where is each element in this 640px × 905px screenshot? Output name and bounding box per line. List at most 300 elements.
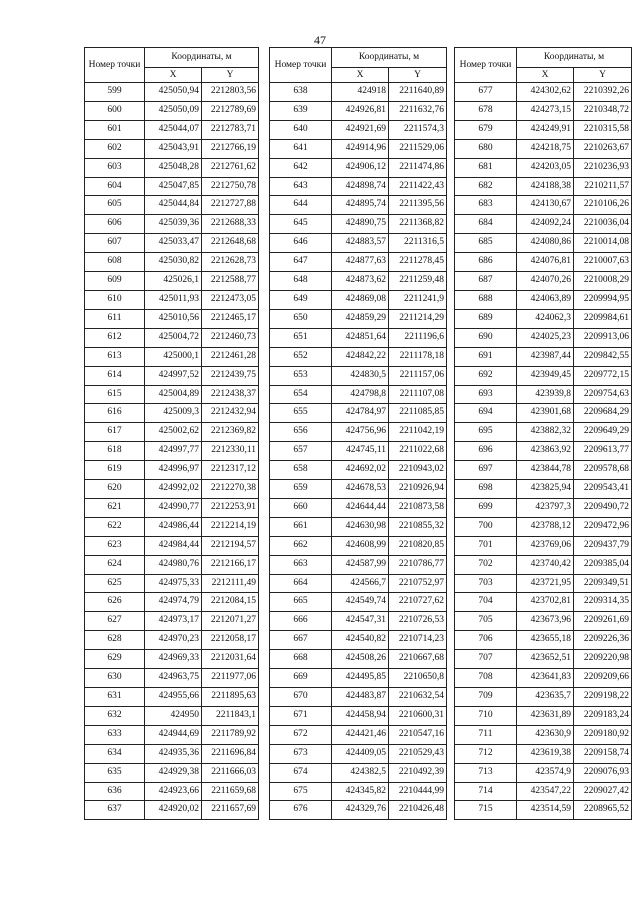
- x-cell: 424070,26: [517, 272, 574, 291]
- y-cell: 2212461,28: [202, 347, 259, 366]
- y-cell: 2212111,49: [202, 574, 259, 593]
- table-row: [455, 480, 632, 499]
- y-cell: 2212648,68: [202, 234, 259, 253]
- x-cell: 425039,36: [145, 215, 202, 234]
- y-cell: 2211632,76: [389, 101, 447, 120]
- x-cell: 424996,97: [145, 461, 202, 480]
- table-row: [455, 763, 632, 782]
- table-row: [455, 83, 632, 102]
- x-cell: 424249,91: [517, 120, 574, 139]
- table-row: [270, 801, 447, 820]
- x-cell: 423574,9: [517, 763, 574, 782]
- x-cell: 424345,82: [332, 782, 389, 801]
- x-cell: 423635,7: [517, 688, 574, 707]
- y-cell: 2210667,68: [389, 650, 447, 669]
- y-cell: 2211214,29: [389, 309, 447, 328]
- table-row: [270, 555, 447, 574]
- y-cell: 2209472,96: [574, 517, 632, 536]
- table-row: [85, 83, 259, 102]
- table-row: [455, 215, 632, 234]
- point-number-cell: 635: [85, 763, 145, 782]
- header-point-number: Номер точки: [85, 48, 145, 83]
- table-row: [85, 442, 259, 461]
- x-cell: 424969,33: [145, 650, 202, 669]
- y-cell: 2209437,79: [574, 536, 632, 555]
- point-number-cell: 674: [270, 763, 332, 782]
- point-number-cell: 706: [455, 631, 517, 650]
- point-number-cell: 666: [270, 612, 332, 631]
- x-cell: 424973,17: [145, 612, 202, 631]
- point-number-cell: 625: [85, 574, 145, 593]
- y-cell: 2212465,17: [202, 309, 259, 328]
- table-row: [85, 744, 259, 763]
- x-cell: 423740,42: [517, 555, 574, 574]
- point-number-cell: 620: [85, 480, 145, 499]
- table-row: [455, 725, 632, 744]
- x-cell: 425004,72: [145, 328, 202, 347]
- x-cell: 423788,12: [517, 517, 574, 536]
- x-cell: 423721,95: [517, 574, 574, 593]
- y-cell: 2211022,68: [389, 442, 447, 461]
- point-number-cell: 611: [85, 309, 145, 328]
- x-cell: 424873,62: [332, 272, 389, 291]
- header-coordinates: Координаты, м: [332, 48, 447, 68]
- x-cell: 424898,74: [332, 177, 389, 196]
- y-cell: 2212688,33: [202, 215, 259, 234]
- point-number-cell: 606: [85, 215, 145, 234]
- point-number-cell: 613: [85, 347, 145, 366]
- table-body: [85, 83, 259, 820]
- coordinates-table: [269, 47, 447, 820]
- x-cell: 424549,74: [332, 593, 389, 612]
- y-cell: 2211178,18: [389, 347, 447, 366]
- header-x: X: [332, 68, 389, 83]
- point-number-cell: 707: [455, 650, 517, 669]
- point-number-cell: 691: [455, 347, 517, 366]
- x-cell: 424409,05: [332, 744, 389, 763]
- y-cell: 2212766,19: [202, 139, 259, 158]
- y-cell: 2211659,68: [202, 782, 259, 801]
- table-row: [270, 423, 447, 442]
- table-row: [455, 688, 632, 707]
- table-row: [455, 706, 632, 725]
- x-cell: 424944,69: [145, 725, 202, 744]
- point-number-cell: 615: [85, 385, 145, 404]
- table-row: [85, 536, 259, 555]
- y-cell: 2212084,15: [202, 593, 259, 612]
- point-number-cell: 709: [455, 688, 517, 707]
- y-cell: 2212783,71: [202, 120, 259, 139]
- point-number-cell: 671: [270, 706, 332, 725]
- x-cell: 424974,79: [145, 593, 202, 612]
- table-row: [270, 574, 447, 593]
- y-cell: 2209772,15: [574, 366, 632, 385]
- table-row: [270, 612, 447, 631]
- point-number-cell: 614: [85, 366, 145, 385]
- x-cell: 424914,96: [332, 139, 389, 158]
- table-row: [85, 801, 259, 820]
- table-row: [455, 744, 632, 763]
- x-cell: 424990,77: [145, 498, 202, 517]
- table-row: [455, 234, 632, 253]
- x-cell: 424997,77: [145, 442, 202, 461]
- y-cell: 2210926,94: [389, 480, 447, 499]
- x-cell: 424921,69: [332, 120, 389, 139]
- y-cell: 2211042,19: [389, 423, 447, 442]
- table-row: [270, 234, 447, 253]
- y-cell: 2211085,85: [389, 404, 447, 423]
- x-cell: 424935,36: [145, 744, 202, 763]
- table-row: [85, 480, 259, 499]
- x-cell: 423901,68: [517, 404, 574, 423]
- y-cell: 2211422,43: [389, 177, 447, 196]
- y-cell: 2212071,27: [202, 612, 259, 631]
- y-cell: 2209842,55: [574, 347, 632, 366]
- x-cell: 423655,18: [517, 631, 574, 650]
- x-cell: 425010,56: [145, 309, 202, 328]
- table-row: [270, 83, 447, 102]
- point-number-cell: 641: [270, 139, 332, 158]
- x-cell: 424025,23: [517, 328, 574, 347]
- y-cell: 2212803,56: [202, 83, 259, 102]
- table-row: [455, 385, 632, 404]
- table-row: [455, 196, 632, 215]
- point-number-cell: 609: [85, 272, 145, 291]
- table-row: [270, 139, 447, 158]
- y-cell: 2211395,56: [389, 196, 447, 215]
- y-cell: 2210632,54: [389, 688, 447, 707]
- y-cell: 2212369,82: [202, 423, 259, 442]
- y-cell: 2210786,77: [389, 555, 447, 574]
- point-number-cell: 708: [455, 669, 517, 688]
- point-number-cell: 667: [270, 631, 332, 650]
- y-cell: 2211789,92: [202, 725, 259, 744]
- x-cell: 424920,02: [145, 801, 202, 820]
- point-number-cell: 599: [85, 83, 145, 102]
- point-number-cell: 602: [85, 139, 145, 158]
- table-row: [85, 612, 259, 631]
- table-row: [85, 669, 259, 688]
- point-number-cell: 705: [455, 612, 517, 631]
- table-row: [270, 706, 447, 725]
- point-number-cell: 623: [85, 536, 145, 555]
- y-cell: 2210014,08: [574, 234, 632, 253]
- point-number-cell: 648: [270, 272, 332, 291]
- x-cell: 423769,06: [517, 536, 574, 555]
- table-row: [270, 669, 447, 688]
- y-cell: 2212460,73: [202, 328, 259, 347]
- table-row: [85, 706, 259, 725]
- x-cell: 423619,38: [517, 744, 574, 763]
- y-cell: 2211241,9: [389, 290, 447, 309]
- y-cell: 2212058,17: [202, 631, 259, 650]
- x-cell: 424218,75: [517, 139, 574, 158]
- y-cell: 2211666,03: [202, 763, 259, 782]
- y-cell: 2210236,93: [574, 158, 632, 177]
- point-number-cell: 660: [270, 498, 332, 517]
- point-number-cell: 626: [85, 593, 145, 612]
- table-row: [270, 461, 447, 480]
- y-cell: 2210820,85: [389, 536, 447, 555]
- y-cell: 2212214,19: [202, 517, 259, 536]
- y-cell: 2210752,97: [389, 574, 447, 593]
- x-cell: 425047,85: [145, 177, 202, 196]
- point-number-cell: 712: [455, 744, 517, 763]
- table-row: [270, 480, 447, 499]
- x-cell: 423882,32: [517, 423, 574, 442]
- table-row: [455, 423, 632, 442]
- table-row: [455, 612, 632, 631]
- y-cell: 2212317,12: [202, 461, 259, 480]
- table-row: [455, 366, 632, 385]
- x-cell: 423631,89: [517, 706, 574, 725]
- point-number-cell: 678: [455, 101, 517, 120]
- x-cell: 424547,31: [332, 612, 389, 631]
- coordinates-table: [454, 47, 632, 820]
- x-cell: 424273,15: [517, 101, 574, 120]
- y-cell: 2211107,08: [389, 385, 447, 404]
- x-cell: 424883,57: [332, 234, 389, 253]
- y-cell: 2209684,29: [574, 404, 632, 423]
- table-row: [270, 290, 447, 309]
- y-cell: 2210036,04: [574, 215, 632, 234]
- table-row: [85, 461, 259, 480]
- y-cell: 2209314,35: [574, 593, 632, 612]
- table-row: [270, 404, 447, 423]
- point-number-cell: 636: [85, 782, 145, 801]
- y-cell: 2210444,99: [389, 782, 447, 801]
- point-number-cell: 672: [270, 725, 332, 744]
- x-cell: 424540,82: [332, 631, 389, 650]
- x-cell: 423514,59: [517, 801, 574, 820]
- x-cell: 424678,53: [332, 480, 389, 499]
- point-number-cell: 697: [455, 461, 517, 480]
- y-cell: 2209076,93: [574, 763, 632, 782]
- x-cell: 424918: [332, 83, 389, 102]
- x-cell: 425050,94: [145, 83, 202, 102]
- table-row: [455, 593, 632, 612]
- y-cell: 2210547,16: [389, 725, 447, 744]
- y-cell: 2211529,06: [389, 139, 447, 158]
- point-number-cell: 696: [455, 442, 517, 461]
- point-number-cell: 617: [85, 423, 145, 442]
- point-number-cell: 629: [85, 650, 145, 669]
- table-row: [455, 498, 632, 517]
- point-number-cell: 607: [85, 234, 145, 253]
- y-cell: 2211157,06: [389, 366, 447, 385]
- table-row: [85, 347, 259, 366]
- x-cell: 424188,38: [517, 177, 574, 196]
- header-y: Y: [389, 68, 447, 83]
- point-number-cell: 688: [455, 290, 517, 309]
- point-number-cell: 616: [85, 404, 145, 423]
- x-cell: 424859,29: [332, 309, 389, 328]
- point-number-cell: 685: [455, 234, 517, 253]
- x-cell: 424890,75: [332, 215, 389, 234]
- y-cell: 2211843,1: [202, 706, 259, 725]
- point-number-cell: 680: [455, 139, 517, 158]
- y-cell: 2212194,57: [202, 536, 259, 555]
- table-row: [85, 782, 259, 801]
- x-cell: 423673,96: [517, 612, 574, 631]
- table-row: [455, 536, 632, 555]
- point-number-cell: 603: [85, 158, 145, 177]
- y-cell: 2209209,66: [574, 669, 632, 688]
- y-cell: 2210315,58: [574, 120, 632, 139]
- table-body: [270, 83, 447, 820]
- table-row: [270, 650, 447, 669]
- point-number-cell: 676: [270, 801, 332, 820]
- table-row: [455, 158, 632, 177]
- point-number-cell: 600: [85, 101, 145, 120]
- point-number-cell: 673: [270, 744, 332, 763]
- point-number-cell: 631: [85, 688, 145, 707]
- x-cell: 423702,81: [517, 593, 574, 612]
- y-cell: 2209027,42: [574, 782, 632, 801]
- table-row: [455, 120, 632, 139]
- table-row: [85, 517, 259, 536]
- table-row: [85, 366, 259, 385]
- y-cell: 2212628,73: [202, 253, 259, 272]
- header-x: X: [517, 68, 574, 83]
- table-row: [85, 215, 259, 234]
- point-number-cell: 642: [270, 158, 332, 177]
- table-row: [455, 328, 632, 347]
- y-cell: 2210726,53: [389, 612, 447, 631]
- table-row: [270, 536, 447, 555]
- table-row: [85, 574, 259, 593]
- table-row: [85, 196, 259, 215]
- table-row: [85, 593, 259, 612]
- point-number-cell: 715: [455, 801, 517, 820]
- y-cell: 2209385,04: [574, 555, 632, 574]
- point-number-cell: 632: [85, 706, 145, 725]
- table-row: [85, 328, 259, 347]
- table-row: [455, 574, 632, 593]
- table-row: [455, 555, 632, 574]
- point-number-cell: 711: [455, 725, 517, 744]
- y-cell: 2209754,63: [574, 385, 632, 404]
- y-cell: 2211696,84: [202, 744, 259, 763]
- point-number-cell: 687: [455, 272, 517, 291]
- x-cell: 424950: [145, 706, 202, 725]
- point-number-cell: 669: [270, 669, 332, 688]
- x-cell: 424566,7: [332, 574, 389, 593]
- x-cell: 425002,62: [145, 423, 202, 442]
- x-cell: 424895,74: [332, 196, 389, 215]
- x-cell: 424302,62: [517, 83, 574, 102]
- point-number-cell: 684: [455, 215, 517, 234]
- table-row: [270, 782, 447, 801]
- y-cell: 2212330,11: [202, 442, 259, 461]
- table-row: [270, 101, 447, 120]
- y-cell: 2212166,17: [202, 555, 259, 574]
- x-cell: 423844,78: [517, 461, 574, 480]
- x-cell: 424851,64: [332, 328, 389, 347]
- table-row: [85, 498, 259, 517]
- x-cell: 424929,38: [145, 763, 202, 782]
- point-number-cell: 710: [455, 706, 517, 725]
- x-cell: 424076,81: [517, 253, 574, 272]
- table-row: [85, 120, 259, 139]
- table-row: [455, 290, 632, 309]
- table-row: [270, 177, 447, 196]
- table-row: [85, 177, 259, 196]
- point-number-cell: 645: [270, 215, 332, 234]
- point-number-cell: 657: [270, 442, 332, 461]
- table-row: [455, 461, 632, 480]
- table-row: [85, 631, 259, 650]
- y-cell: 2210348,72: [574, 101, 632, 120]
- table-row: [455, 309, 632, 328]
- header-x: X: [145, 68, 202, 83]
- point-number-cell: 681: [455, 158, 517, 177]
- table-row: [85, 101, 259, 120]
- table-row: [85, 423, 259, 442]
- point-number-cell: 689: [455, 309, 517, 328]
- x-cell: 424608,99: [332, 536, 389, 555]
- header-point-number: Номер точки: [270, 48, 332, 83]
- table-row: [270, 763, 447, 782]
- table-row: [270, 196, 447, 215]
- point-number-cell: 646: [270, 234, 332, 253]
- point-number-cell: 628: [85, 631, 145, 650]
- x-cell: 424980,76: [145, 555, 202, 574]
- x-cell: 424986,44: [145, 517, 202, 536]
- point-number-cell: 665: [270, 593, 332, 612]
- table-row: [270, 309, 447, 328]
- x-cell: 425044,07: [145, 120, 202, 139]
- point-number-cell: 630: [85, 669, 145, 688]
- y-cell: 2212270,38: [202, 480, 259, 499]
- y-cell: 2210211,57: [574, 177, 632, 196]
- point-number-cell: 633: [85, 725, 145, 744]
- x-cell: 423652,51: [517, 650, 574, 669]
- header-coordinates: Координаты, м: [517, 48, 632, 68]
- point-number-cell: 679: [455, 120, 517, 139]
- x-cell: 423825,94: [517, 480, 574, 499]
- x-cell: 423863,92: [517, 442, 574, 461]
- point-number-cell: 624: [85, 555, 145, 574]
- point-number-cell: 638: [270, 83, 332, 102]
- point-number-cell: 643: [270, 177, 332, 196]
- y-cell: 2211895,63: [202, 688, 259, 707]
- point-number-cell: 663: [270, 555, 332, 574]
- point-number-cell: 682: [455, 177, 517, 196]
- table-row: [85, 688, 259, 707]
- y-cell: 2211259,48: [389, 272, 447, 291]
- y-cell: 2209578,68: [574, 461, 632, 480]
- y-cell: 2210529,43: [389, 744, 447, 763]
- table-row: [270, 593, 447, 612]
- coordinates-table: [84, 47, 259, 820]
- x-cell: 424382,5: [332, 763, 389, 782]
- table-row: [455, 101, 632, 120]
- y-cell: 2211278,45: [389, 253, 447, 272]
- x-cell: 423547,22: [517, 782, 574, 801]
- point-number-cell: 644: [270, 196, 332, 215]
- table-row: [455, 669, 632, 688]
- x-cell: 425033,47: [145, 234, 202, 253]
- y-cell: 2209349,51: [574, 574, 632, 593]
- point-number-cell: 639: [270, 101, 332, 120]
- y-cell: 2212432,94: [202, 404, 259, 423]
- y-cell: 2209198,22: [574, 688, 632, 707]
- table-row: [455, 139, 632, 158]
- table-row: [270, 688, 447, 707]
- point-number-cell: 702: [455, 555, 517, 574]
- x-cell: 425004,89: [145, 385, 202, 404]
